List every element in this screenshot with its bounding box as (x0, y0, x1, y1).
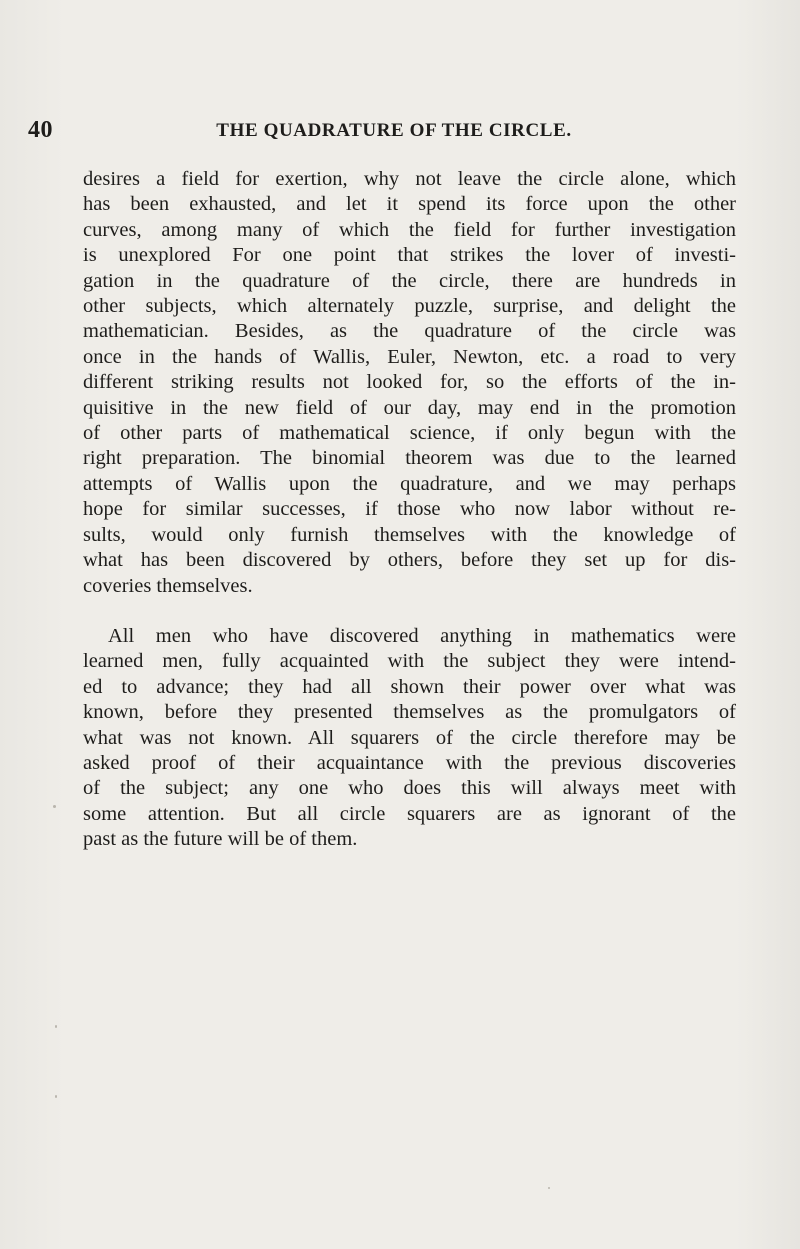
text-line: what was not known. All squarers of the circle therefore may be (83, 726, 736, 749)
page-header (28, 117, 760, 147)
text-line: All men who have discovered anything in mathematics were (108, 624, 736, 647)
text-line: learned men, fully acquainted with the subject they were intend- (83, 650, 736, 673)
text-line: has been exhausted, and let it spend its force upon the other (83, 193, 736, 216)
text-line: coveries themselves. (83, 574, 253, 597)
text-line: quisitive in the new field of our day, may end in the promotion (83, 396, 736, 419)
paper-speck (55, 1025, 57, 1028)
text-line: past as the future will be of them. (83, 828, 358, 851)
body-text (83, 167, 736, 853)
text-line: some attention. But all circle squarers are as ignorant of the (83, 802, 736, 825)
text-line: curves, among many of which the field for further investigation (83, 218, 736, 241)
text-line: ed to advance; they had all shown their power over what was (83, 675, 736, 698)
text-line: asked proof of their acquaintance with the previous discoveries (83, 751, 736, 774)
text-line: gation in the quadrature of the circle, there are hundreds in (83, 269, 736, 292)
paragraph-2 (83, 624, 736, 853)
text-line: different striking results not looked for, so the efforts of the in- (83, 371, 736, 394)
text-line: sults, would only furnish themselves with the knowledge of (83, 523, 736, 546)
text-line: of other parts of mathematical science, if only begun with the (83, 422, 736, 445)
text-line: of the subject; any one who does this will always meet with (83, 777, 736, 800)
text-line: right preparation. The binomial theorem was due to the learned (83, 447, 736, 470)
text-line: desires a field for exertion, why not leave the circle alone, which (83, 168, 736, 190)
page-number: 40 (28, 117, 53, 143)
text-line: attempts of Wallis upon the quadrature, and we may perhaps (83, 472, 736, 495)
text-line: once in the hands of Wallis, Euler, Newton, etc. a road to very (83, 345, 736, 368)
text-line: known, before they presented themselves as the promulgators of (83, 701, 736, 724)
text-line: what has been discovered by others, before they set up for dis- (83, 549, 736, 572)
running-title: THE QUADRATURE OF THE CIRCLE. (216, 120, 572, 141)
paper-speck (55, 1095, 57, 1098)
paragraph-1 (83, 167, 736, 599)
text-line: is unexplored For one point that strikes the lover of investi- (83, 244, 736, 267)
text-line: mathematician. Besides, as the quadrature of the circle was (83, 320, 736, 343)
paper-speck (548, 1187, 550, 1189)
paper-speck (53, 805, 56, 808)
text-line: other subjects, which alternately puzzle, surprise, and delight the (83, 295, 736, 318)
text-line: hope for similar successes, if those who now labor without re- (83, 498, 736, 521)
